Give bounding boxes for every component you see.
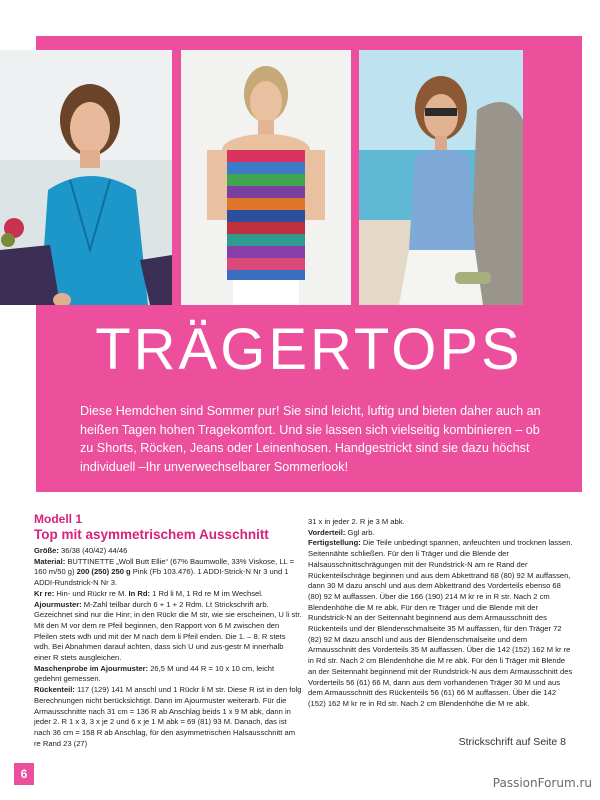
instructions-column-left — [34, 512, 302, 749]
instructions-column-right — [308, 517, 574, 710]
size-label: Größe: — [34, 546, 59, 555]
page-number: 6 — [14, 763, 34, 785]
model-number: Modell 1 — [34, 512, 83, 526]
kr-text-2: 1 Rd li M, 1 Rd re M im Wechsel. — [150, 588, 264, 598]
back-piece-text: 117 (129) 141 M anschl und 1 Rückr li M str. Diese R ist in den folg Berechnungen nicht berücksichtigt. Dann im Ajourmuster weiterarb. Für die Armausschnitte nach 31 cm = 136 R ab Anschlag beids 1 x 9 M abk, dann in jeder 2. R 1 x 3, 3 x je 2 und 6 x je 1 M abk = 69 (81) 93 M. Danach, das ist nach 36 cm = 158 R ab Anschlag, für den asymmetrischen Halsausschnitt am re Rand 23 (27) — [34, 685, 302, 748]
model-photo-beach-top — [359, 50, 523, 305]
intro-text: Diese Hemdchen sind Sommer pur! Sie sind leicht, luftig und bieten daher auch an heißen Tagen hohen Tragekomfort. Und sie lassen sich vielseitig kombinieren – ob zu Shorts, Röcken, Jeans oder Leinenhosen. Handgestrickt sind sie dazu höchst individuell –Ihr unverwechselbarer Sommerlook! — [80, 404, 541, 474]
model-title: Top mit asymmetrischem Ausschnitt — [34, 527, 269, 542]
front-piece-text: Ggl arb. — [345, 527, 375, 537]
material-paragraph — [34, 557, 302, 589]
gauge-text: 26,5 M und 44 R = 10 x 10 cm, leicht gedehnt gemessen. — [34, 663, 275, 684]
kr-text: Hin- und Rückr re M. — [54, 588, 129, 598]
ajour-paragraph — [34, 600, 302, 664]
page-headline: TRÄGERTOPS — [95, 317, 523, 382]
finishing-text: Die Teile unbedingt spannen, anfeuchten und trocknen lassen. Seitennähte schließen. Für den li Träger und die Blende der Halsausschnittschrägungen mit der Rundstrick-N am re Rand der Rückenteilschräge beginnen und aus dem Abkettrand 68 (80) 92 M auffassen, dann 30 M dazu anschl und aus dem Abkettrand des Vorderteils ebenso 68 (80) 92 M auffassen. Über die 166 (190) 214 M kr re in R str. Nach 2 cm Blendenhöhe die M re abk. Für den re Träger und die Blende mit der Rundstrick-N an der Seitennaht beginnend aus dem Armausschnitt des Rückenteils und der Blendenschmalseite 35 M auffassen, für den Träger 72 (82) 92 M dazu anschl und aus der Blendenschmalseite und dem Armausschnitt des Vorderteils 35 M auffassen. Über die 142 (152) 162 M kr re in Rd str. Nach 2 cm Blendenhöhe die M re abk. Für den li Träger mit Blende an der Seitennaht beginnend mit der Rundstrick-N aus dem Armausschnitt des Vorderteils 56 (61) 66 M, dann aus dem vorhandenen Träger 30 M und aus dem Armausschnitt des Rückenteils 56 (61) 66 M auffassen. Über die 142 (152) 162 M kr re in Rd str. Nach 2 cm Blendenhöhe die M re abk. — [308, 538, 573, 708]
front-piece-paragraph — [308, 528, 574, 539]
size-text: 36/38 (40/42) 44/46 — [58, 546, 128, 555]
kr-label-2: In Rd: — [128, 588, 151, 598]
material-text: BUTTINETTE „Woll Butt Ellie“ (67% Baumwolle, 33% Viskose, LL = 160 m/50 g) — [34, 556, 295, 577]
front-piece-label: Vorderteil: — [308, 527, 346, 537]
finishing-paragraph — [308, 538, 574, 709]
gauge-paragraph — [34, 664, 302, 685]
ajour-text: M-Zahl teilbar durch 6 + 1 + 2 Rdm. Lt Strickschrift arb. Gezeichnet sind nur die Hinr; in den Rückr die M str, wie sie erscheinen, U li str. Mit den M vor dem re Pfeil beginnen, den Rapport von 6 M zwischen den Pfeilen stets wdh und mit der M nach dem li Pfeil enden. Die 1. – 8. R stets wdh. Bei Abnahmen darauf achten, dass sich U und zus-gestr M innerhalb einer R stets ausgleichen. — [34, 599, 302, 663]
back-piece-paragraph — [34, 685, 302, 749]
model-photo-striped-top — [181, 50, 351, 305]
kr-paragraph — [34, 589, 302, 600]
material-text-2: Pink (Fb 103.476). 1 ADDI-Strick-N Nr 3 und 1 ADDI-Rundstrick-N Nr 3. — [34, 567, 289, 588]
model-photo-blue-top — [0, 50, 172, 305]
back-piece-label: Rückenteil: — [34, 685, 75, 695]
material-amount: 200 (250) 250 g — [76, 567, 131, 577]
finishing-label: Fertigstellung: — [308, 538, 361, 548]
ajour-label: Ajourmuster: — [34, 599, 82, 609]
back-piece-continued: 31 x in jeder 2. R je 3 M abk. — [308, 517, 405, 526]
kr-label: Kr re: — [34, 588, 55, 598]
size-paragraph — [34, 546, 302, 557]
chart-cross-reference: Strickschrift auf Seite 8 — [458, 736, 566, 748]
material-label: Material: — [34, 556, 66, 566]
gauge-label: Maschenprobe im Ajourmuster: — [34, 663, 149, 673]
watermark: PassionForum.ru — [492, 776, 592, 790]
